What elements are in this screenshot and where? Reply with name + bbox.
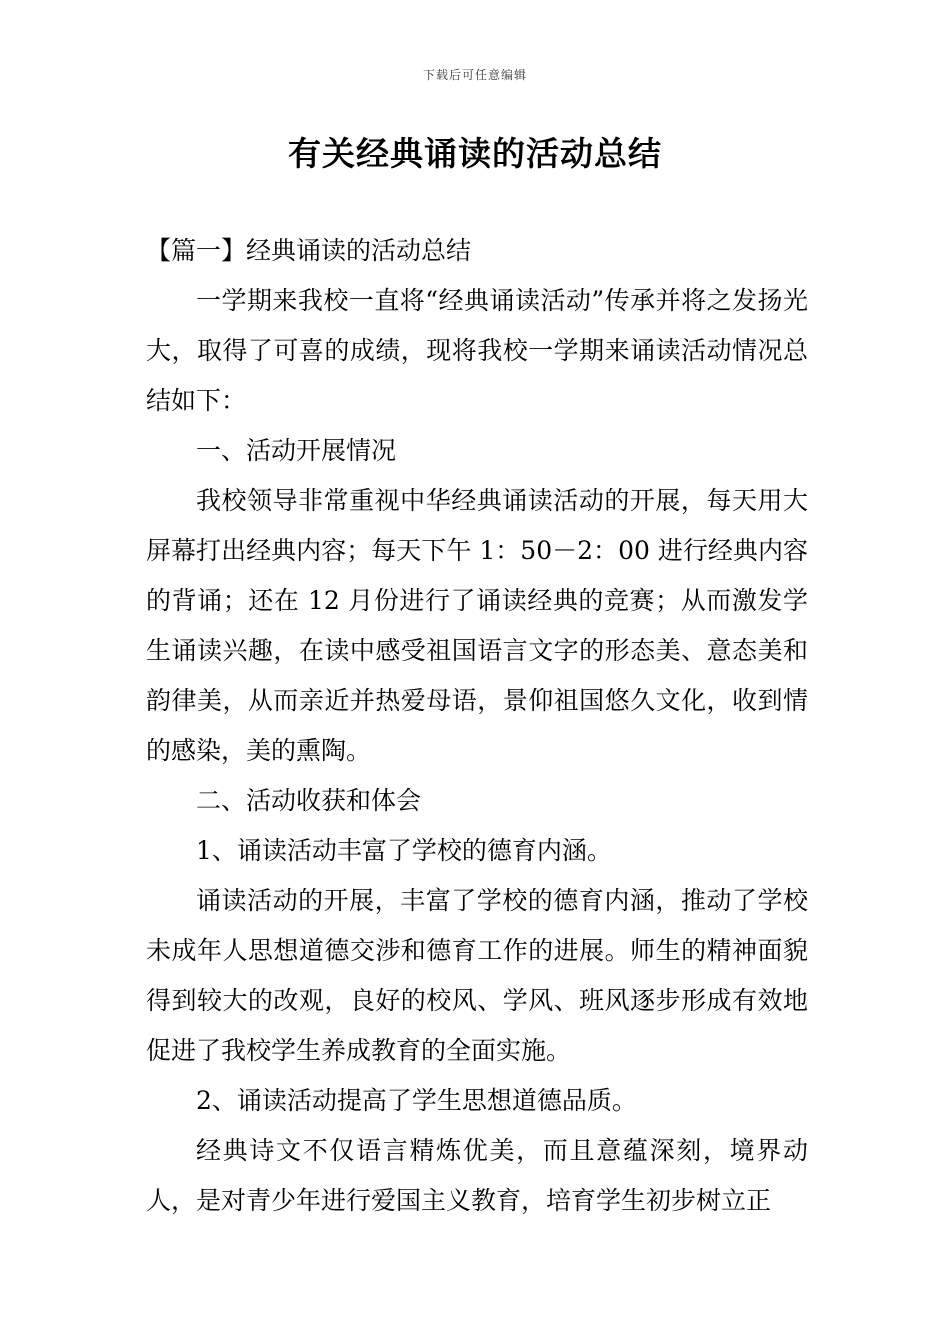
paragraph: 一学期来我校一直将“经典诵读活动”传承并将之发扬光大，取得了可喜的成绩，现将我校一学期来诵读活动情况总结如下： — [146, 286, 808, 415]
paragraph: 诵读活动的开展，丰富了学校的德育内涵，推动了学校未成年人思想道德交涉和德育工作的进展。师生的精神面貌得到较大的改观，良好的校风、学风、班风逐步形成有效地促进了我校学生养成教育的全面实施。 — [146, 886, 808, 1065]
subsection-heading: 一、活动开展情况 — [196, 436, 397, 465]
document-title: 有关经典诵读的活动总结 — [288, 134, 662, 173]
list-item-heading: 1、诵读活动丰富了学校的德育内涵。 — [196, 836, 612, 865]
page-header-note: 下载后可任意编辑 — [422, 68, 527, 82]
subsection-heading: 二、活动收获和体会 — [196, 786, 422, 815]
paragraph: 经典诗文不仅语言精炼优美，而且意蕴深刻，境界动人，是对青少年进行爱国主义教育，培育学生初步树立正 — [146, 1136, 808, 1215]
paragraph: 我校领导非常重视中华经典诵读活动的开展，每天用大屏幕打出经典内容；每天下午 1：50－2：00 进行经典内容的背诵；还在 12 月份进行了诵读经典的竞赛；从而激发学生诵读兴趣，在读中感受祖国语言文字的形态美、意态美和韵律美，从而亲近并热爱母语，景仰祖国悠久文化，收到情的感染，美的熏陶。 — [146, 486, 808, 765]
list-item-heading: 2、诵读活动提高了学生思想道德品质。 — [196, 1086, 637, 1115]
section-heading: 【篇一】经典诵读的活动总结 — [146, 236, 472, 265]
document-body — [146, 226, 808, 1226]
